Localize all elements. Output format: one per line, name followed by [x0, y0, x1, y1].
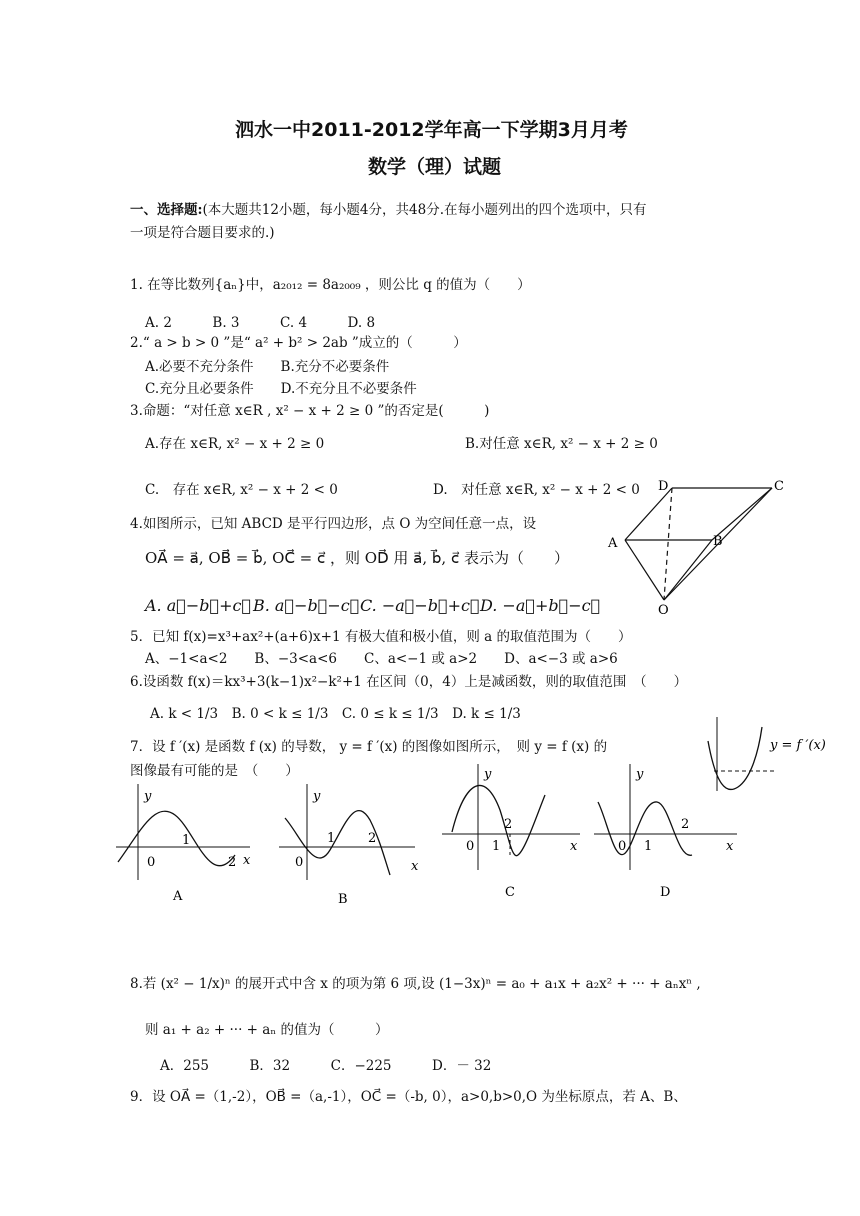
label-o: O: [658, 603, 669, 618]
graph-c-y: y: [484, 767, 492, 782]
edge-bc: [712, 488, 772, 540]
graph-a-tick-2: 2: [228, 855, 237, 870]
graph-d-tick-2: 2: [681, 817, 690, 832]
q7-graph-b: [275, 780, 425, 910]
graph-b-x: x: [411, 859, 419, 874]
edge-od: [664, 488, 672, 600]
q4-stem-line1: 4.如图所示，已知 ABCD 是平行四边形，点 O 为空间任意一点，设: [130, 516, 537, 532]
graph-a-label: A: [173, 889, 183, 904]
q7-graph-d: [592, 760, 747, 900]
graph-c-tick-2: 2: [504, 817, 513, 832]
q1-options: A. 2 B. 3 C. 4 D. 8: [145, 315, 376, 331]
graph-d-tick-1: 1: [644, 839, 653, 854]
graph-b-y: y: [313, 789, 321, 804]
page-title: 泗水一中2011-2012学年高一下学期3月月考: [235, 119, 628, 141]
q7-graph-c: [440, 760, 590, 900]
graph-b-tick-0: 0: [295, 855, 304, 870]
q6-stem: 6.设函数 f(x)＝kx³+3(k−1)x²−k²+1 在区间（0，4）上是减函数，则的取值范围 （ ）: [130, 674, 688, 690]
page-subtitle: 数学（理）试题: [368, 156, 502, 178]
graph-c-tick-0: 0: [466, 839, 475, 854]
label-b: B: [713, 534, 723, 549]
edge-oa: [625, 540, 664, 600]
q6-options: A. k < 1/3 B. 0 < k ≤ 1/3 C. 0 ≤ k ≤ 1/3 D. k ≤ 1/3: [150, 706, 521, 722]
q2-options-cd: C.充分且必要条件 D.不充分且不必要条件: [145, 381, 417, 397]
graph-d-x: x: [726, 839, 734, 854]
graph-a-tick-1: 1: [182, 833, 191, 848]
q8-stem-line2: 则 a₁ + a₂ + ··· + aₙ 的值为（ ）: [145, 1022, 389, 1038]
q2-stem: 2.“ a > b > 0 ”是“ a² + b² > 2ab ”成立的（ ）: [130, 335, 467, 351]
label-d: D: [658, 479, 669, 494]
q4-option-a: A. a⃗−b⃗+c⃗: [145, 596, 252, 615]
q4-stem-line2: OA⃗ = a⃗, OB⃗ = b⃗, OC⃗ = c⃗ ，则 OD⃗ 用 a⃗, b⃗, c⃗ 表示为（ ）: [145, 549, 569, 567]
q7-graph-a: [110, 780, 260, 905]
graph-c-tick-1: 1: [492, 839, 501, 854]
q3-stem: 3.命题：“对任意 x∈R , x² − x + 2 ≥ 0 ”的否定是( ): [130, 403, 490, 419]
q3-option-b: B.对任意 x∈R, x² − x + 2 ≥ 0: [465, 436, 658, 452]
q1-stem: 1. 在等比数列{aₙ}中，a₂₀₁₂ = 8a₂₀₀₉ ，则公比 q 的值为（ ）: [130, 277, 531, 293]
q4-option-d: D. −a⃗+b⃗−c⃗: [480, 596, 601, 615]
q8-stem: 8.若 (x² − 1/x)ⁿ 的展开式中含 x 的项为第 6 项,设 (1−3x)ⁿ = a₀ + a₁x + a₂x² + ··· + aₙxⁿ ,: [130, 976, 701, 992]
graph-b-tick-1: 1: [327, 831, 336, 846]
graph-c-label: C: [505, 885, 515, 900]
q4-option-c: C. −a⃗−b⃗+c⃗: [360, 596, 480, 615]
q5-options: A、−1<a<2 B、−3<a<6 C、a<−1 或 a>2 D、a<−3 或 a>6: [145, 651, 618, 667]
graph-d-label: D: [660, 885, 671, 900]
graph-d-tick-0: 0: [618, 839, 627, 854]
graph-c-x: x: [570, 839, 578, 854]
label-c: C: [774, 479, 784, 494]
q8-options: A．255 B．32 C．−225 D．－ 32: [160, 1058, 492, 1074]
graph-a-x: x: [243, 853, 251, 868]
q7-stem-line2: 图像最有可能的是 （ ）: [130, 763, 299, 779]
q9-stem: 9．设 OA⃗ =（1,-2），OB⃗ =（a,-1），OC⃗ =（-b, 0），a>0,b>0,O 为坐标原点，若 A、B、: [130, 1089, 687, 1105]
graph-b-tick-2: 2: [368, 831, 377, 846]
q4-option-b: B. a⃗−b⃗−c⃗: [253, 596, 360, 615]
derivative-label: y = f ′(x): [770, 738, 826, 753]
graph-a-y: y: [144, 789, 152, 804]
label-a: A: [608, 536, 618, 551]
section-heading: 一、选择题:: [130, 202, 203, 218]
q4-pyramid-figure: [600, 472, 790, 620]
q3-option-c: C. 存在 x∈R, x² − x + 2 < 0: [145, 482, 338, 498]
section-desc-line1: (本大题共12小题，每小题4分，共48分.在每小题列出的四个选项中，只有: [202, 202, 647, 218]
edge-ad: [625, 488, 672, 540]
graph-d-y: y: [636, 767, 644, 782]
edge-ob: [664, 540, 712, 600]
q3-option-d: D. 对任意 x∈R, x² − x + 2 < 0: [433, 482, 640, 498]
section-desc-line2: 一项是符合题目要求的.): [130, 225, 275, 241]
graph-a-tick-0: 0: [147, 855, 156, 870]
graph-b-label: B: [338, 892, 348, 907]
q5-stem: 5．已知 f(x)=x³+ax²+(a+6)x+1 有极大值和极小值，则 a 的取值范围为（ ）: [130, 629, 632, 645]
q3-option-a: A.存在 x∈R, x² − x + 2 ≥ 0: [145, 436, 325, 452]
q7-stem-line1: 7．设 f ′(x) 是函数 f (x) 的导数， y = f ′(x) 的图像如图所示， 则 y = f (x) 的: [130, 739, 608, 755]
section-description: [130, 201, 647, 219]
q2-options-ab: A.必要不充分条件 B.充分不必要条件: [145, 359, 390, 375]
